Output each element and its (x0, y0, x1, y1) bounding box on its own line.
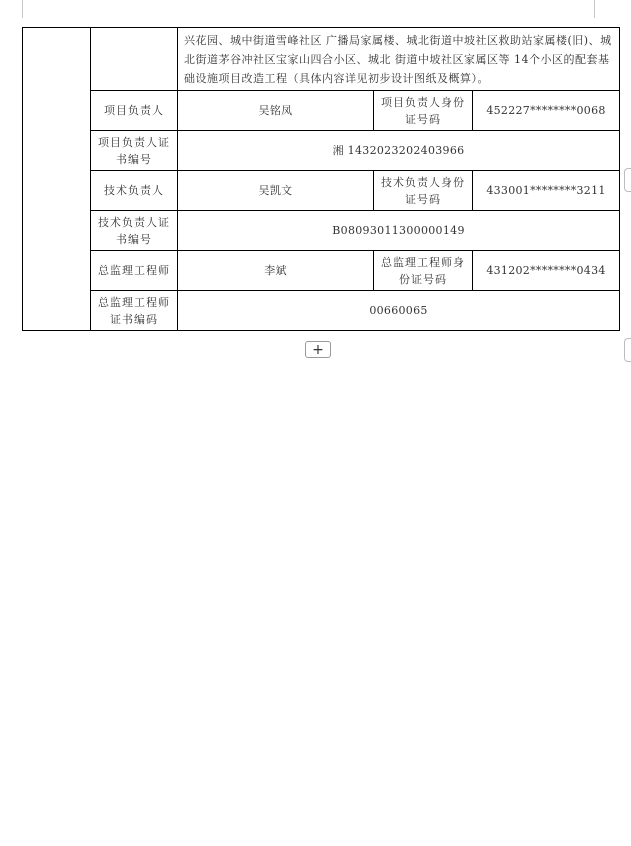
tech-lead-value[interactable]: 吴凯文 (178, 171, 374, 211)
tech-lead-label: 技术负责人 (91, 171, 178, 211)
blank-label-cell (91, 28, 178, 91)
chief-supervisor-label: 总监理工程师 (91, 251, 178, 291)
project-description[interactable]: 兴花园、城中街道雪峰社区 广播局家属楼、城北街道中坡社区救助站家属楼(旧)、城北街道茅谷冲社区宝家山四合小区、城北 街道中坡社区家属区等 14个小区的配套基础设施项目改造工程（具体内容详见初步设计图纸及概算）。 (178, 28, 620, 91)
margin-marker-right (594, 0, 595, 18)
table-resize-handle-lower[interactable] (624, 338, 631, 362)
project-lead-cert-value[interactable]: 湘 1432023202403966 (178, 131, 620, 171)
table-row-project-lead (23, 91, 620, 131)
table-row-tech-lead (23, 171, 620, 211)
table-resize-handle-upper[interactable] (624, 168, 631, 192)
chief-supervisor-cert-label: 总监理工程师证书编码 (91, 291, 178, 331)
project-info-table (22, 27, 620, 331)
project-lead-value[interactable]: 吴铭凤 (178, 91, 374, 131)
table-row-description (23, 28, 620, 91)
chief-supervisor-id-value[interactable]: 431202********0434 (473, 251, 620, 291)
chief-supervisor-id-label: 总监理工程师身份证号码 (374, 251, 473, 291)
project-lead-id-label: 项目负责人身份证号码 (374, 91, 473, 131)
tech-lead-id-value[interactable]: 433001********3211 (473, 171, 620, 211)
project-lead-id-value[interactable]: 452227********0068 (473, 91, 620, 131)
plus-icon: + (312, 341, 324, 358)
chief-supervisor-cert-value[interactable]: 00660065 (178, 291, 620, 331)
table-row-tech-lead-cert (23, 211, 620, 251)
add-row-button[interactable] (305, 341, 331, 358)
table-row-chief-supervisor-cert (23, 291, 620, 331)
chief-supervisor-value[interactable]: 李斌 (178, 251, 374, 291)
table-row-project-lead-cert (23, 131, 620, 171)
tech-lead-cert-label: 技术负责人证书编号 (91, 211, 178, 251)
project-lead-label: 项目负责人 (91, 91, 178, 131)
table-row-chief-supervisor (23, 251, 620, 291)
margin-marker-left (22, 0, 23, 18)
project-lead-cert-label: 项目负责人证书编号 (91, 131, 178, 171)
tech-lead-id-label: 技术负责人身份证号码 (374, 171, 473, 211)
left-blank-cell (23, 28, 91, 331)
tech-lead-cert-value[interactable]: B08093011300000149 (178, 211, 620, 251)
